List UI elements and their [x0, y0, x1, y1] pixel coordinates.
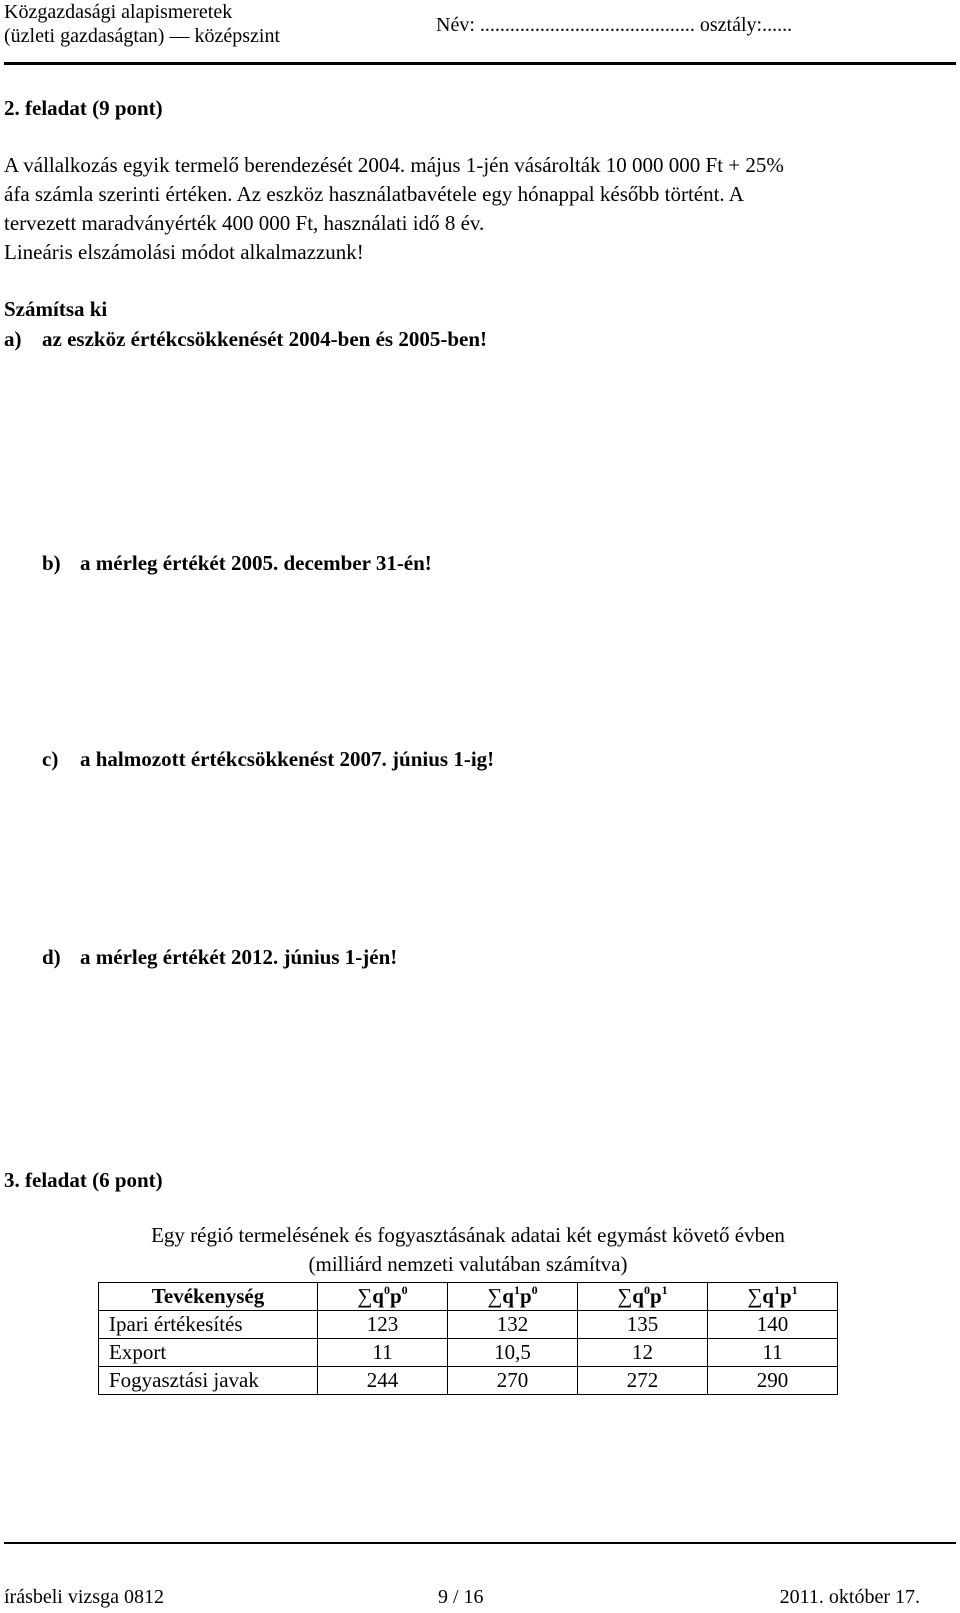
task2-item-a-text: az eszköz értékcsökkenését 2004-ben és 2005-ben! [42, 327, 488, 351]
sum-icon: ∑ [747, 1284, 763, 1308]
table-header-activity: Tevékenység [99, 1283, 318, 1311]
table-header-q1p1: $\sum q^1p^1$ [708, 1283, 838, 1311]
task2-title: 2. feladat (9 pont) [4, 96, 163, 120]
header-subject-line1: Közgazdasági alapismeretek [4, 1, 233, 23]
task2-item-d-label: d) [42, 945, 61, 969]
header-subject-line2: (üzleti gazdaságtan) — középszint [4, 25, 280, 47]
table-cell: 244 [318, 1367, 448, 1395]
table-cell: 270 [448, 1367, 578, 1395]
table-cell: 140 [708, 1311, 838, 1339]
table-header-q1p0: $\sum q^1p^0$ [448, 1283, 578, 1311]
table-cell: 135 [578, 1311, 708, 1339]
table-cell: 272 [578, 1367, 708, 1395]
task3-caption-line1: Egy régió termelésének és fogyasztásának adatai két egymást követő évben [151, 1223, 785, 1247]
table-cell: 132 [448, 1311, 578, 1339]
footer-rule [4, 1542, 956, 1544]
table-header-q0p0: $\sum q^0p^0$ [318, 1283, 448, 1311]
table-cell: 12 [578, 1339, 708, 1367]
table-cell-label: Fogyasztási javak [99, 1367, 318, 1395]
task3-data-table [98, 1282, 838, 1395]
task2-paragraph-line: tervezett maradványérték 400 000 Ft, használati idő 8 év. [4, 211, 485, 235]
table-cell: 11 [318, 1339, 448, 1367]
table-cell: 123 [318, 1311, 448, 1339]
table-cell-label: Export [99, 1339, 318, 1367]
task2-item-b-text: a mérleg értékét 2005. december 31-én! [80, 551, 432, 575]
task2-paragraph-line: áfa számla szerinti értéken. Az eszköz használatbavétele egy hónappal később történt. A [4, 182, 744, 206]
sum-icon: ∑ [617, 1284, 633, 1308]
footer-left: írásbeli vizsga 0812 [4, 1586, 164, 1608]
table-row [99, 1367, 838, 1395]
table-cell: 290 [708, 1367, 838, 1395]
footer-page-number: 9 / 16 [438, 1586, 484, 1608]
table-row [99, 1311, 838, 1339]
task3-title: 3. feladat (6 pont) [4, 1168, 163, 1192]
task2-paragraph-line: A vállalkozás egyik termelő berendezését 2004. május 1-jén vásárolták 10 000 000 Ft + 25% [4, 153, 784, 177]
footer-date: 2011. október 17. [779, 1586, 920, 1608]
header-rule [4, 62, 956, 65]
task3-caption-line2: (milliárd nemzeti valutában számítva) [308, 1252, 628, 1276]
task2-item-c-label: c) [42, 747, 59, 771]
header-name-field: Név: ........................................... osztály:...... [436, 14, 793, 36]
table-cell-label: Ipari értékesítés [99, 1311, 318, 1339]
task2-item-c-text: a halmozott értékcsökkenést 2007. június 1-ig! [80, 747, 495, 771]
table-row [99, 1339, 838, 1367]
task2-item-b-label: b) [42, 551, 61, 575]
table-cell: 10,5 [448, 1339, 578, 1367]
table-header-row [99, 1283, 838, 1311]
table-header-q0p1: $\sum q^0p^1$ [578, 1283, 708, 1311]
table-cell: 11 [708, 1339, 838, 1367]
sum-icon: ∑ [487, 1284, 503, 1308]
task2-paragraph-line: Lineáris elszámolási módot alkalmazzunk! [4, 240, 364, 264]
sum-icon: ∑ [357, 1284, 373, 1308]
task2-instruction: Számítsa ki [4, 297, 108, 321]
task2-item-a-label: a) [4, 327, 22, 351]
task2-item-d-text: a mérleg értékét 2012. június 1-jén! [80, 945, 398, 969]
